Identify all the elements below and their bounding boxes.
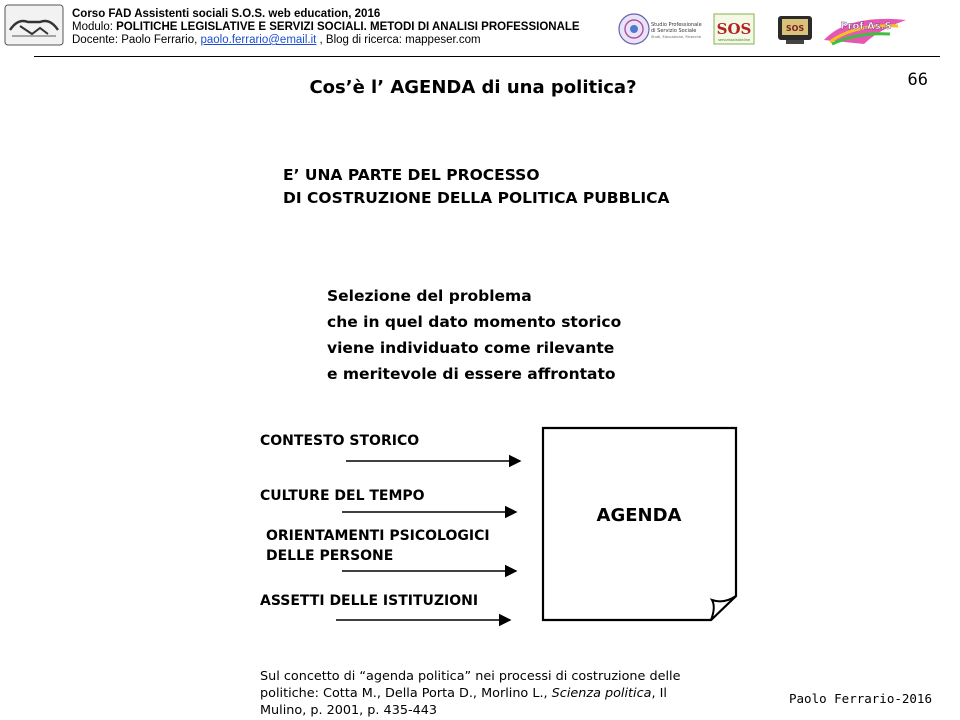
reference-line: Sul concetto di “agenda politica” nei processi di costruzione delle <box>260 669 681 684</box>
svg-text:SOS: SOS <box>785 24 805 33</box>
page-number: 66 <box>907 70 928 90</box>
module-name: POLITICHE LEGISLATIVE E SERVIZI SOCIALI. METODI DI ANALISI PROFESSIONALE <box>116 21 580 33</box>
book-title: Scienza politica <box>551 686 652 701</box>
agenda-label: AGENDA <box>596 505 682 526</box>
studio-line3: Studi, Educazione, Ricerche <box>651 35 701 39</box>
factor-culture-del-tempo: CULTURE DEL TEMPO <box>260 488 425 504</box>
selection-line: viene individuato come rilevante <box>327 339 615 357</box>
subtitle-line: E’ UNA PARTE DEL PROCESSO <box>283 166 540 184</box>
factor-assetti-istituzioni: ASSETTI DELLE ISTITUZIONI <box>260 593 479 609</box>
selection-line: Selezione del problema <box>327 287 532 305</box>
reference-note <box>260 668 680 719</box>
email-link[interactable]: paolo.ferrario@email.it <box>200 34 317 46</box>
factor-orientamenti-line1: ORIENTAMENTI PSICOLOGICI <box>266 528 490 544</box>
factor-contesto-storico: CONTESTO STORICO <box>260 433 420 449</box>
factor-orientamenti-line2: DELLE PERSONE <box>266 548 394 564</box>
sos-text: SOS <box>716 20 752 38</box>
selection-line: e meritevole di essere affrontato <box>327 365 616 383</box>
studio-line2: di Servizio Sociale <box>651 28 697 34</box>
reference-line: politiche: Cotta M., Della Porta D., Morlino L., Scienza politica, Il <box>260 686 667 701</box>
course-title: Corso FAD Assistenti sociali S.O.S. web education, 2016 <box>72 8 381 20</box>
teacher-line: Docente: Paolo Ferrario, paolo.ferrario@email.it , Blog di ricerca: mappeser.com <box>72 34 481 46</box>
reference-line: Mulino, p. 2001, p. 435-443 <box>260 703 438 718</box>
factor-orientamenti <box>266 526 490 566</box>
footer-author: Paolo Ferrario-2016 <box>789 691 932 706</box>
module-line: Modulo: POLITICHE LEGISLATIVE E SERVIZI SOCIALI. METODI DI ANALISI PROFESSIONALE <box>72 21 580 33</box>
studio-line1: Studio Professionale <box>651 22 702 28</box>
slide-title: Cos’è l’ AGENDA di una politica? <box>309 77 637 98</box>
sos-sub: servizisocialionline <box>718 38 750 42</box>
profass-text: Prof.As.S <box>840 21 892 32</box>
selection-line: che in quel dato momento storico <box>327 313 622 331</box>
subtitle-line: DI COSTRUZIONE DELLA POLITICA PUBBLICA <box>283 189 670 207</box>
